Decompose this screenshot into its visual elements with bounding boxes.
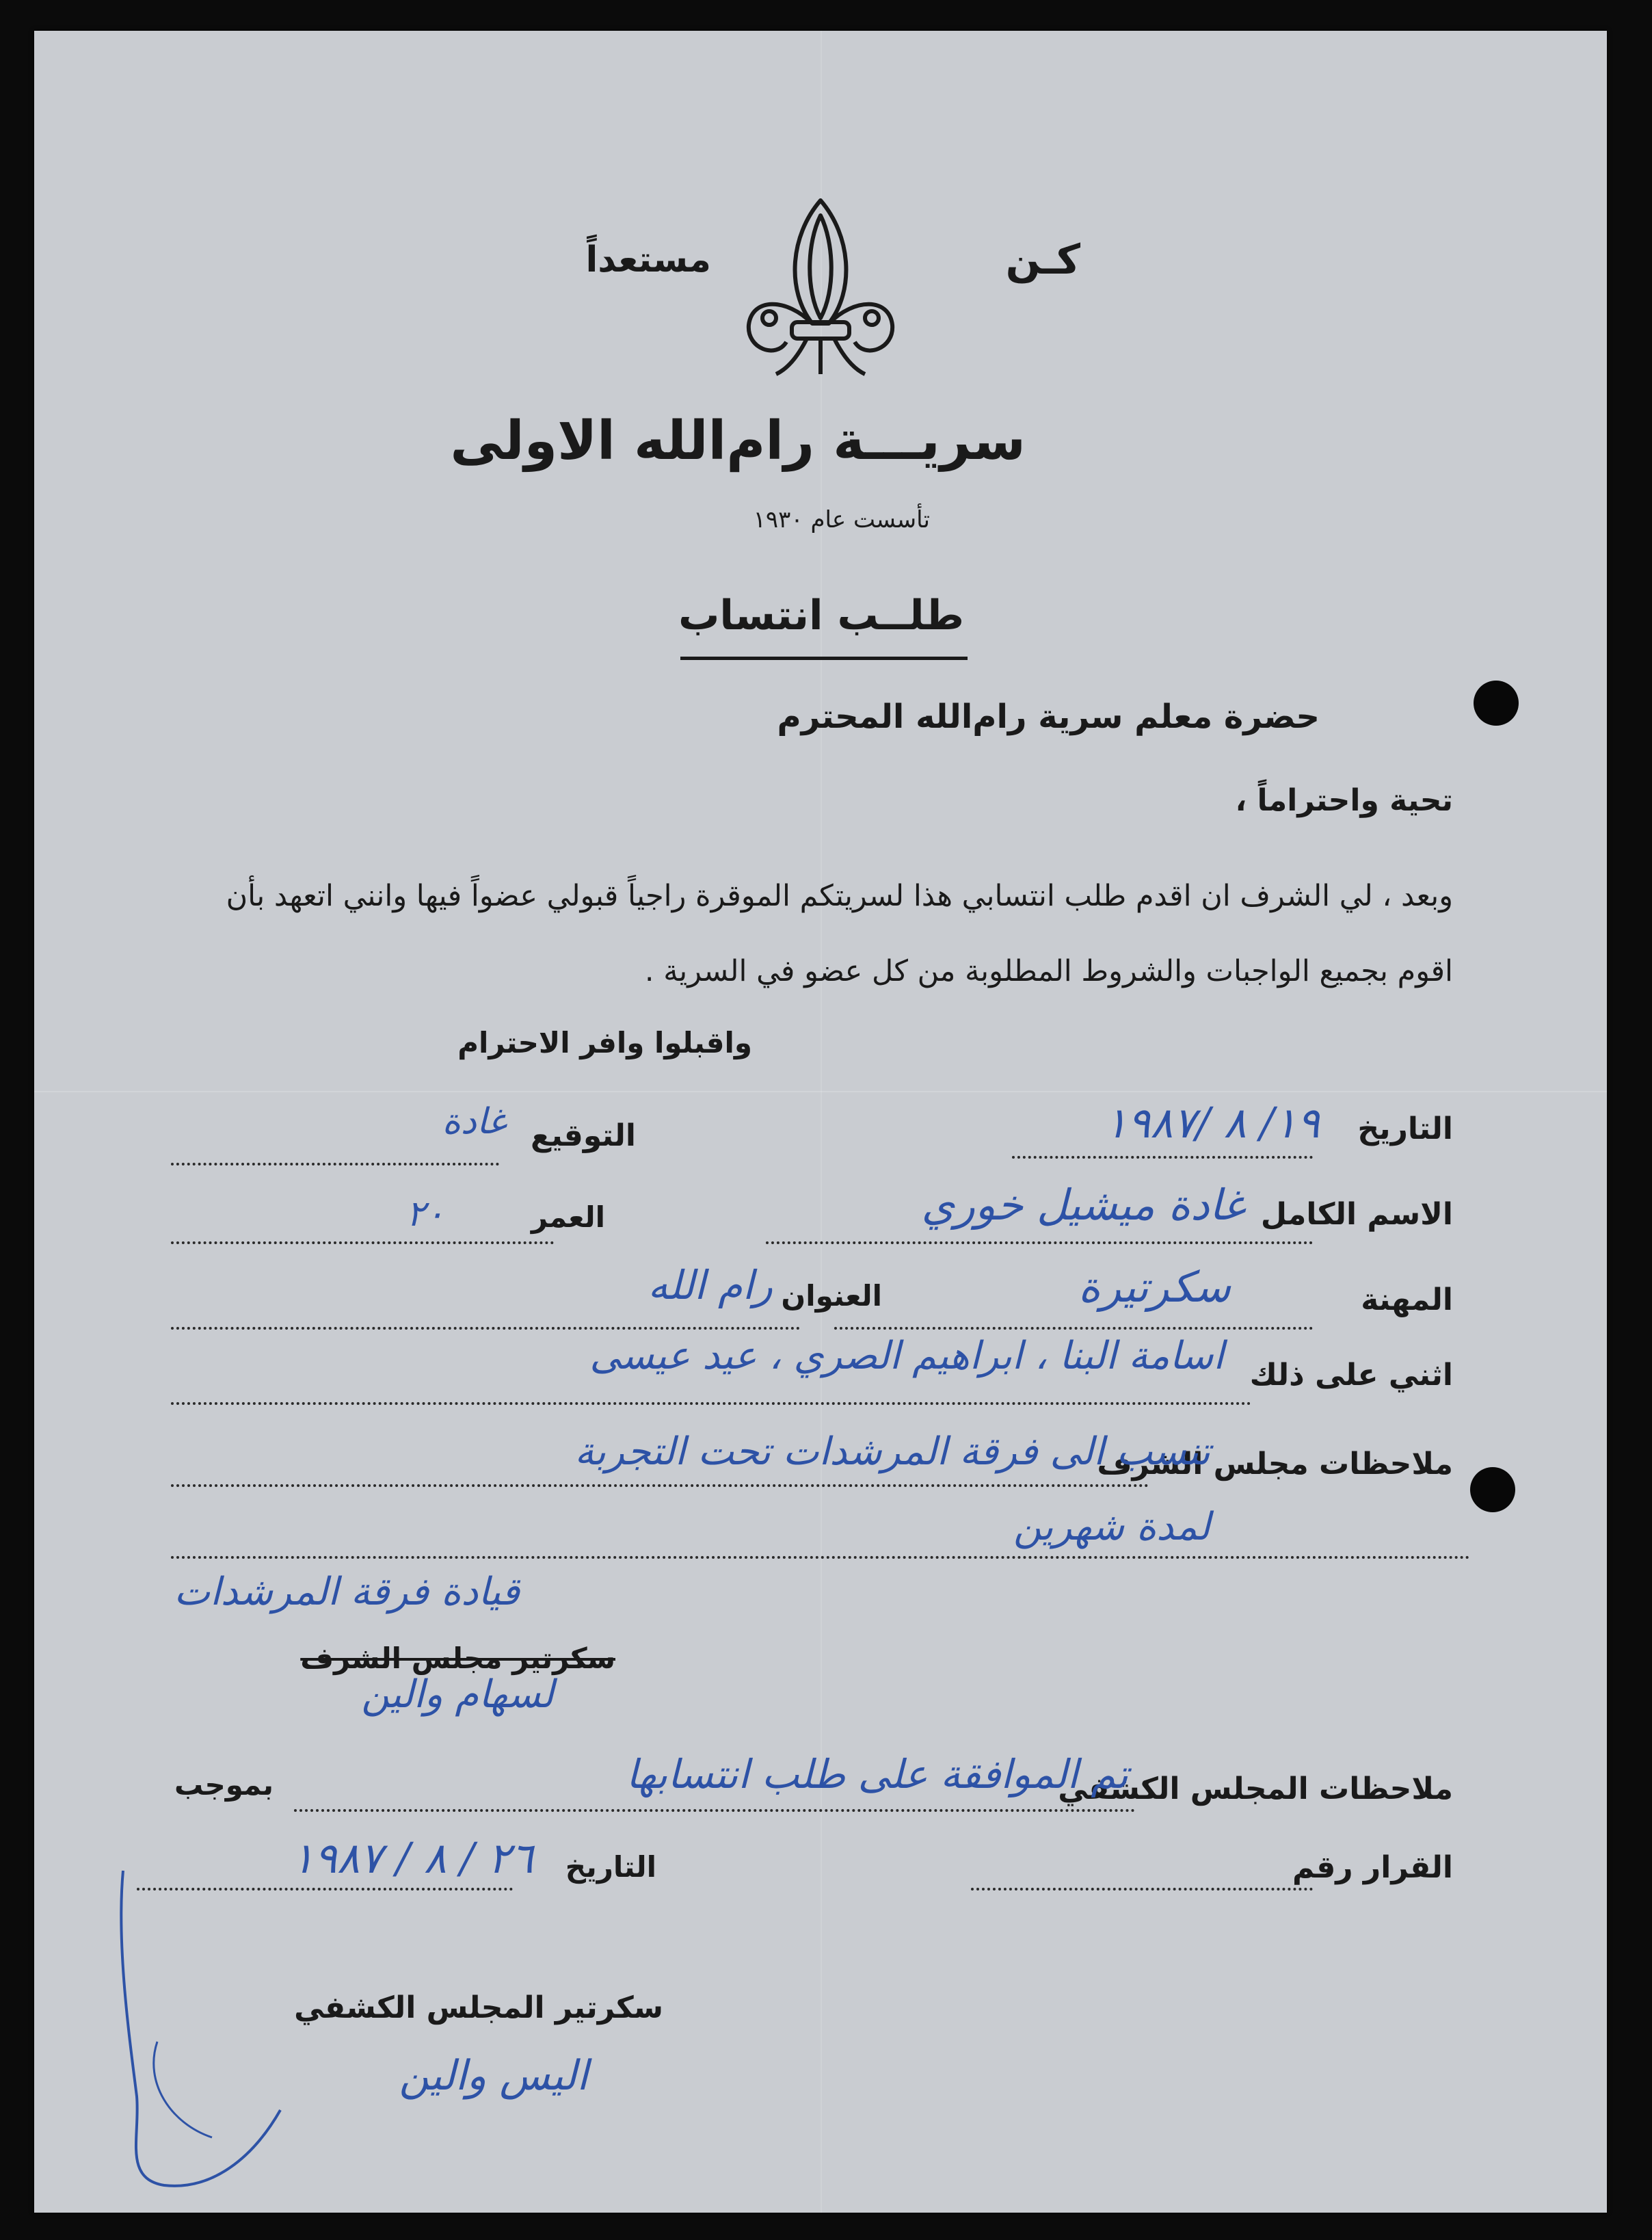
fullname-value: غادة ميشيل خوري [921, 1180, 1244, 1230]
date-line [1012, 1156, 1313, 1159]
date-label: التاريخ [1357, 1111, 1453, 1146]
scout-council-notes-label: ملاحظات المجلس الكشفي [1058, 1771, 1453, 1806]
profession-line [834, 1327, 1313, 1330]
body-line-2: اقوم بجميع الواجبات والشروط المطلوبة من كل عضو في السرية . [644, 954, 1453, 988]
founded-year: تأسست عام ١٩٣٠ [753, 506, 930, 533]
punch-hole [1470, 1467, 1515, 1512]
body-line-1: وبعد ، لي الشرف ان اقدم طلب انتسابي هذا لسريتكم الموقرة راجياً قبولي عضواً فيها وانني اتعهد بأن [226, 879, 1453, 913]
age-line [171, 1241, 554, 1244]
fleur-de-lis-icon [738, 195, 903, 380]
signature-line [171, 1163, 499, 1165]
honor-secretary-hand-2: لسهام والين [361, 1672, 554, 1717]
fullname-line [766, 1241, 1313, 1244]
signature-label: التوقيع [531, 1118, 636, 1153]
decision-date-value: ٢٦ / ٨ / ١٩٨٧ [291, 1833, 533, 1883]
title-underline [680, 657, 968, 660]
honor-notes-value-2: لمدة شهرين [1013, 1505, 1210, 1549]
scout-council-secretary-label: سكرتير المجلس الكشفي [294, 1990, 663, 2025]
scout-council-notes-value: تم الموافقة على طلب انتسابها [626, 1751, 1128, 1797]
address-value: رام الله [648, 1262, 773, 1308]
address-line [171, 1327, 800, 1330]
signature-value: غادة [442, 1101, 506, 1142]
greeting: تحية واحتراماً ، [1235, 783, 1453, 818]
decision-number-label: القرار رقم [1292, 1850, 1453, 1885]
honor-notes-label: ملاحظات مجلس الشرف [1097, 1447, 1453, 1481]
scout-council-secretary-signature: اليس والين [399, 2052, 588, 2100]
decision-number-line [971, 1888, 1313, 1890]
fullname-label: الاسم الكامل [1260, 1197, 1453, 1232]
profession-value: سكرتيرة [1078, 1262, 1231, 1312]
witness-line [171, 1402, 1251, 1405]
by-virtue-label: بموجب [174, 1768, 274, 1802]
witness-label: اثني على ذلك [1249, 1358, 1453, 1393]
witness-value: اسامة البنا ، ابراهيم الصري ، عيد عيسى [589, 1334, 1224, 1378]
punch-hole [1474, 681, 1519, 726]
profession-label: المهنة [1361, 1282, 1453, 1317]
pen-flourish [75, 1864, 294, 2206]
honor-notes-line-1 [171, 1484, 1149, 1487]
addressee: حضرة معلم سرية رام‌الله المحترم [777, 698, 1320, 736]
honor-secretary-label: سكرتير مجلس الشرف [300, 1642, 615, 1675]
address-label: العنوان [781, 1279, 882, 1313]
closing: واقبلوا وافر الاحترام [457, 1026, 752, 1059]
honor-notes-value-1: تنسب الى فرقة المرشدات تحت التجربة [574, 1429, 1210, 1474]
troop-name: سريـــة رام‌الله الاولى [450, 410, 1026, 472]
date-value: ١٩/ ٨ /١٩٨٧ [1104, 1098, 1320, 1148]
age-label: العمر [531, 1200, 605, 1234]
honor-secretary-hand-1: قيادة فرقة المرشدات [174, 1570, 520, 1614]
form-title: طلــب انتساب [678, 592, 964, 640]
scout-council-notes-line [294, 1809, 1135, 1812]
motto-right: كـن [1005, 236, 1080, 284]
motto-left: مستعداً [585, 239, 711, 280]
age-value: ٢٠ [406, 1194, 444, 1235]
application-form-page [34, 31, 1607, 2213]
decision-date-label: التاريخ [565, 1850, 656, 1884]
honor-notes-line-2 [171, 1556, 1470, 1559]
